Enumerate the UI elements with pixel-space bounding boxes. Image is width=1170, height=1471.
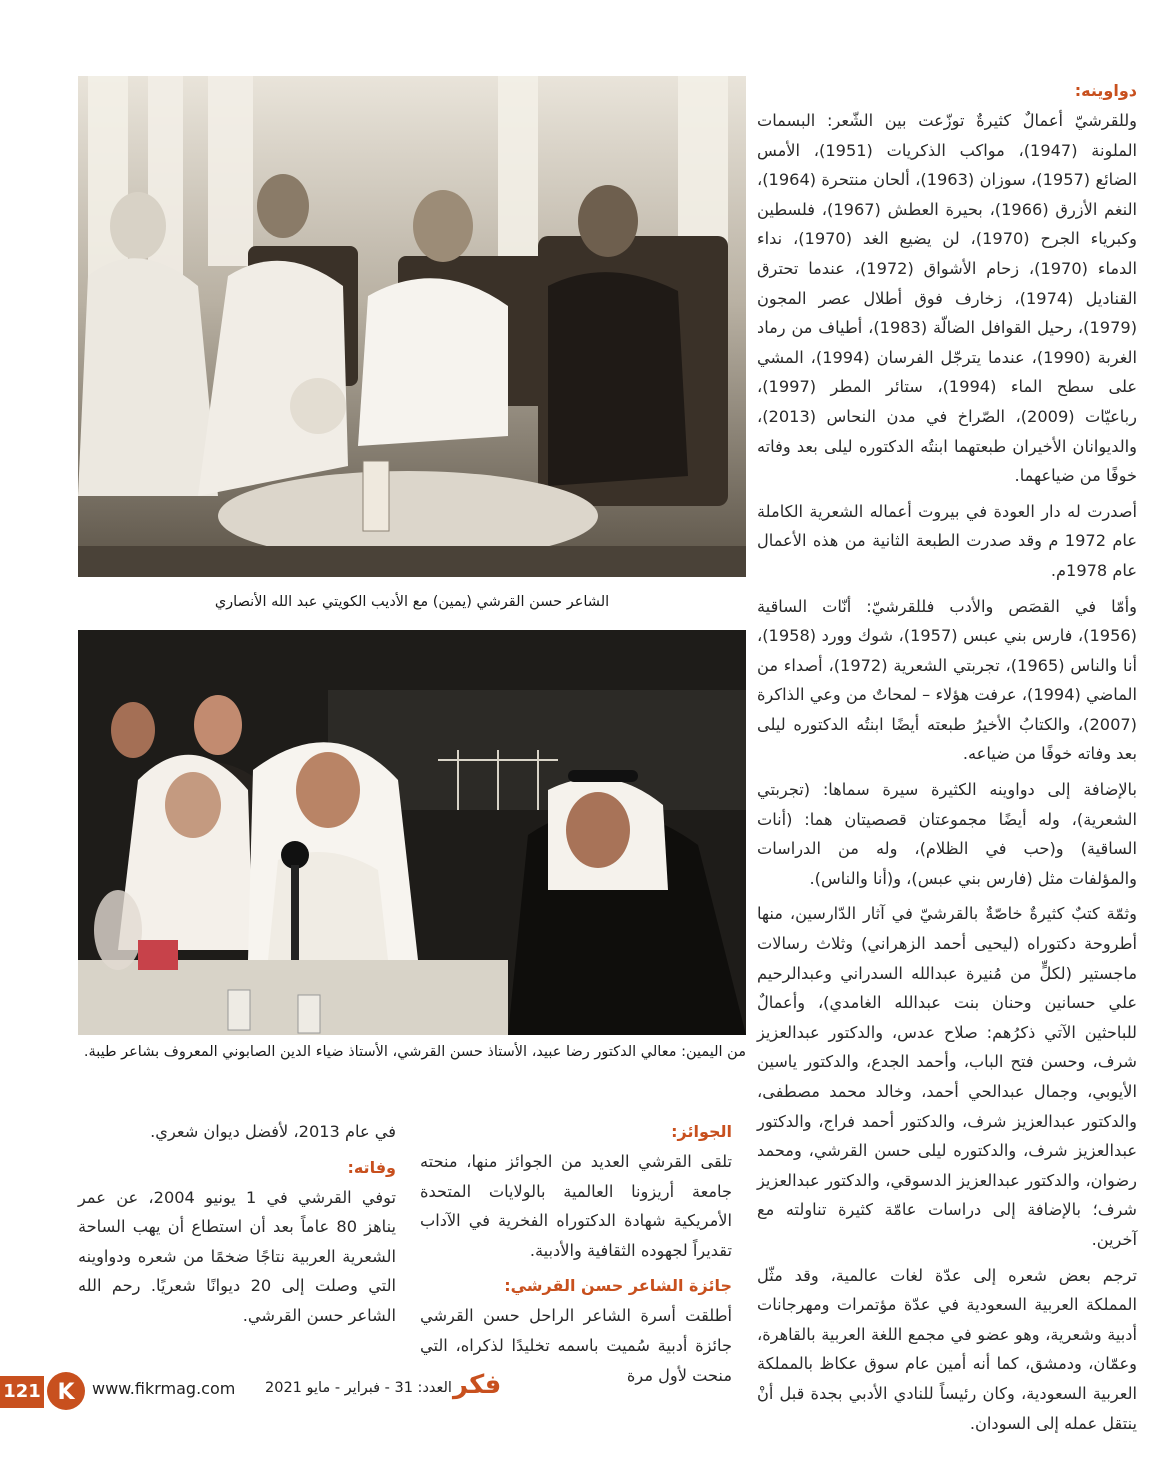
- photo-qurashi-at-microphone: [78, 630, 746, 1035]
- photo-caption: من اليمين: معالي الدكتور رضا عبيد، الأستاذ حسن القرشي، الأستاذ ضياء الدين الصابوني المعروف بشاعر طيبة.: [83, 1044, 746, 1060]
- website-link[interactable]: www.fikrmag.com: [92, 1379, 236, 1398]
- photo-caption: الشاعر حسن القرشي (يمين) مع الأديب الكويتي عبد الله الأنصاري: [214, 594, 610, 610]
- photo-qurashi-with-ansari: [78, 76, 746, 577]
- paragraph: تلقى القرشي العديد من الجوائز منها، منحته جامعة أريزونا العالمية بالولايات المتحدة الأمريكية شهادة الدكتوراه الفخرية في الآداب تقديراً لجهوده الثقافية والأدبية.: [420, 1152, 732, 1260]
- paragraph: أطلقت أسرة الشاعر الراحل حسن القرشي جائزة أدبية سُميت باسمه تخليدًا لذكراه، التي منحت لأول مرة: [420, 1306, 732, 1385]
- magazine-title-logo: فكر: [453, 1370, 502, 1400]
- issue-info: العدد: 31 - فبراير - مايو 2021: [265, 1380, 452, 1396]
- section-heading-awards: الجوائز:: [671, 1122, 732, 1141]
- paragraph: ترجم بعض شعره إلى عدّة لغات عالمية، وقد مثّل المملكة العربية السعودية في عدّة مؤتمرات ومهرجانات أدبية وشعرية، وهو عضو في مجمع اللغة العربية بالقاهرة، وعمّان، ودمشق، كما أنه أمين عام سوق عكاظ بالمملكة العربية السعودية، وكان رئيساً للنادي الأدبي بجدة قبل أنْ ينتقل عمله إلى السودان.: [757, 1265, 1137, 1433]
- section-heading-prize: جائزة الشاعر حسن القرشي:: [504, 1276, 732, 1296]
- paragraph: في عام 2013، لأفضل ديوان شعري.: [150, 1122, 396, 1141]
- paragraph: وثمّة كتبٌ كثيرةٌ خاصّةٌ بالقرشيّ في آثار الدّارسين، منها أطروحة دكتوراه (ليحيى أحمد الزهراني) وثلاث رسالات ماجستير (لكلٍّ من مُنيرة عبدالله السدراني وعبدالرحيم علي حسانين وحنان بنت عبدالله الغامدي)، وأعمالٌ للباحثين الآتي ذكرُهم: صلاح عدس، والدكتور عبدالعزيز شرف، وحسن فتح الباب، وأحمد الجدع، والدكتور ياسين الأيوبي، وجمال عبدالحي أحمد، وخالد محمد مصطفى، والدكتور عبدالعزيز شرف، والدكتور أحمد فراج، والدكتور عبدالعزيز شرف، والدكتوره ليلى حسن القرشي، ومحمد رضوان، والدكتور عبدالعزيز الدسوقي، والدكتور عبدالعزيز شرف؛ بالإضافة إلى دراسات عامّة كثيرة تناولته مع آخرين.: [757, 904, 1137, 1249]
- article-column-right: [757, 76, 1137, 1444]
- paragraph: وأمّا في القصَص والأدب فللقرشيّ: أنّات الساقية (1956)، فارس بني عبس (1957)، شوك وورد (1958)، أنا والناس (1965)، تجربتي الشعرية (1972)، أصداء من الماضي (1994)، عرفت هؤلاء – لمحاتٌ من وعي الذاكرة (2007)، والكتابُ الأخيرُ طبعته أيضًا ابنتُه الدكتوره ليلى بعد وفاته خوفًا من ضياعه.: [757, 596, 1137, 764]
- section-heading-death: وفاته:: [347, 1157, 396, 1177]
- paragraph: وللقرشيّ أعمالٌ كثيرةٌ توزّعت بين الشّعر: البسمات الملونة (1947)، مواكب الذكريات (1951)، الأمس الضائع (1957)، سوزان (1963)، ألحان منتحرة (1964)، النغم الأزرق (1966)، بحيرة العطش (1967)، فلسطين وكبرياء الجرح (1970)، لن يضيع الغد (1970)، نداء الدماء (1970)، زحام الأشواق (1972)، عندما تحترق القناديل (1974)، زخارف فوق أطلال عصر المجون (1979)، رحيل القوافل الضالّة (1983)، أطياف من رماد الغربة (1990)، عندما يترجّل الفرسان (1994)، المشي على سطح الماء (1994)، ستائر المطر (1997)، رباعيّات (2009)، الصّراخ في مدن النحاس (2013)، والديوانان الأخيران طبعتهما ابنتُه الدكتوره ليلى بعد وفاته خوفًا من ضياعهما.: [757, 111, 1138, 486]
- svg-text:K: K: [57, 1380, 75, 1405]
- article-column-left: [78, 1117, 396, 1337]
- paragraph: بالإضافة إلى دواوينه الكثيرة سيرة سماها: (تجربتي الشعرية)، وله أيضًا مجموعتان قصصيتان هما: (أنات الساقية) و(حب في الظلام)، وله من الدراسات والمؤلفات مثل (فارس بني عبس)، و(أنا والناس).: [757, 780, 1137, 888]
- section-heading-dawawin: دواوينه:: [1074, 81, 1137, 100]
- page-number: 121: [0, 1376, 44, 1408]
- magazine-logo-icon: [47, 1372, 85, 1410]
- paragraph: توفي القرشي في 1 يونيو 2004، عن عمر يناهز 80 عاماً بعد أن استطاع أن يهب الساحة الشعرية العربية نتاجًا ضخمًا من شعره ودواوينه التي وصلت إلى 20 ديوانًا شعريًا. رحم الله الشاعر حسن القرشي.: [78, 1187, 396, 1325]
- article-column-middle: [420, 1117, 732, 1396]
- paragraph: أصدرت له دار العودة في بيروت أعماله الشعرية الكاملة عام 1972 م وقد صدرت الطبعة الثانية من هذه الأعمال عام 1978م.: [757, 501, 1137, 580]
